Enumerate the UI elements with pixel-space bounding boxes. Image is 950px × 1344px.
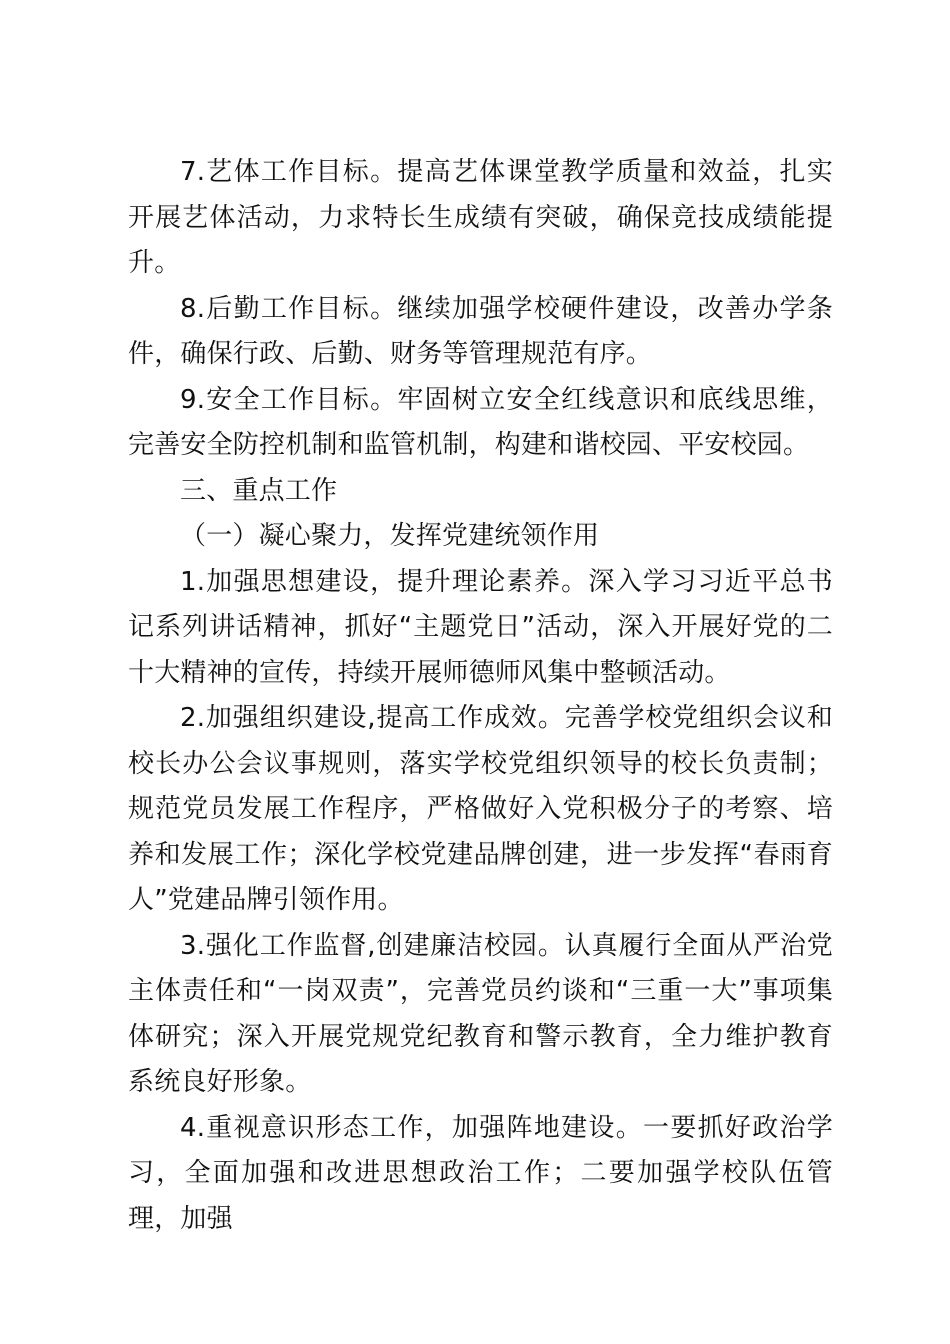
document-body bbox=[128, 150, 833, 1242]
paragraph-ideology-work: 4.重视意识形态工作，加强阵地建设。一要抓好政治学习，全面加强和改进思想政治工作；二要加强学校队伍管理，加强 bbox=[128, 1112, 833, 1234]
paragraph-ideological-building: 1.加强思想建设，提升理论素养。深入学习习近平总书记系列讲话精神，抓好“主题党日”活动，深入开展好党的二十大精神的宣传，持续开展师德师风集中整顿活动。 bbox=[128, 566, 833, 688]
paragraph-logistics-goal: 8.后勤工作目标。继续加强学校硬件建设，改善办学条件，确保行政、后勤、财务等管理规范有序。 bbox=[128, 293, 833, 369]
paragraph-supervision: 3.强化工作监督,创建廉洁校园。认真履行全面从严治党主体责任和“一岗双责”，完善党员约谈和“三重一大”事项集体研究；深入开展党规党纪教育和警示教育，全力维护教育系统良好形象。 bbox=[128, 930, 833, 1097]
subsection-heading-party-building: （一）凝心聚力，发挥党建统领作用 bbox=[180, 521, 600, 551]
paragraph-art-sports-goal: 7.艺体工作目标。提高艺体课堂教学质量和效益，扎实开展艺体活动，力求特长生成绩有突破，确保竞技成绩能提升。 bbox=[128, 157, 833, 278]
paragraph-organizational-building: 2.加强组织建设,提高工作成效。完善学校党组织会议和校长办公会议事规则，落实学校党组织领导的校长负责制；规范党员发展工作程序，严格做好入党积极分子的考察、培养和发展工作；深化学校党建品牌创建，进一步发挥“春雨育人”党建品牌引领作用。 bbox=[128, 703, 833, 915]
paragraph-safety-goal: 9.安全工作目标。牢固树立安全红线意识和底线思维，完善安全防控机制和监管机制，构建和谐校园、平安校园。 bbox=[128, 384, 833, 460]
section-heading-key-work: 三、重点工作 bbox=[180, 475, 338, 506]
